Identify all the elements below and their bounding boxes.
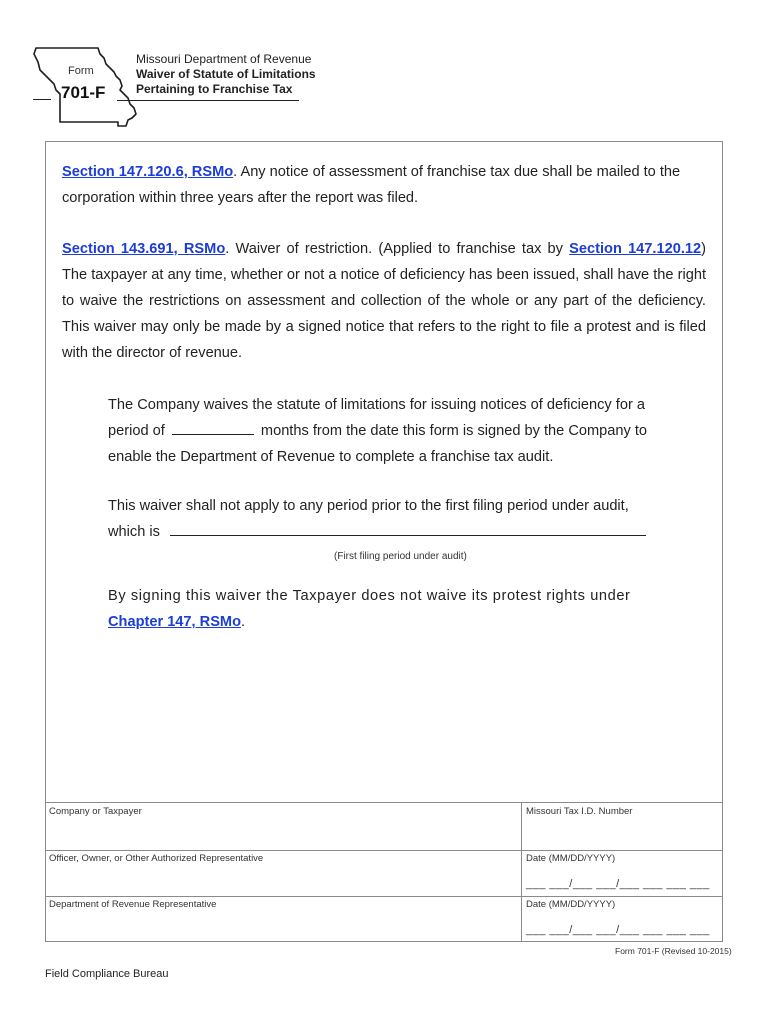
- months-field[interactable]: [172, 420, 254, 435]
- form-label: Form: [68, 65, 94, 77]
- paragraph-text: ) The taxpayer at any time, whether or not a notice of deficiency has been issued, shall have the right to waive the restrictions on assessment and collection of the whole or any part of the deficiency. This waiver may only be made by a signed notice that refers to the right to file a protest and is filed with the director of revenue.: [62, 241, 706, 361]
- paragraph-text: . Waiver of restriction. (Applied to franchise tax by: [225, 241, 570, 257]
- link-section-143-691[interactable]: Section 143.691, RSMo: [62, 241, 226, 257]
- first-filing-period-caption: (First filing period under audit): [334, 551, 467, 562]
- paragraph-protest-rights: [108, 583, 660, 635]
- company-taxpayer-field[interactable]: [49, 806, 142, 817]
- paragraph-text: This waiver shall not apply to any period prior to the first filing period under audit,: [108, 498, 629, 514]
- paragraph-waiver-period: [108, 392, 660, 470]
- divider: [45, 802, 723, 803]
- revision-note: Form 701-F (Revised 10-2015): [615, 946, 732, 956]
- date-label: Date (MM/DD/YYYY): [526, 899, 616, 910]
- dor-representative-label: Department of Revenue Representative: [49, 899, 217, 910]
- dor-representative-field[interactable]: [49, 899, 216, 910]
- form-number: 701-F: [61, 83, 106, 102]
- paragraph-text: which is: [108, 524, 160, 540]
- paragraph-text: The Company waives the statute of limitations for issuing notices of deficiency for a period of: [108, 397, 645, 439]
- link-chapter-147[interactable]: Chapter 147, RSMo: [108, 614, 241, 630]
- link-section-147-120-12[interactable]: Section 147.120.12: [569, 241, 702, 257]
- divider: [45, 896, 723, 897]
- officer-signature-field[interactable]: [49, 853, 263, 864]
- paragraph-first-filing-period: [108, 493, 668, 545]
- divider: [45, 850, 723, 851]
- form-title-line2: Pertaining to Franchise Tax: [136, 82, 293, 96]
- paragraph-text: months from the date this form is signed by the Company to enable the Department of Revenue to complete a franchise tax audit.: [108, 423, 648, 465]
- divider: [33, 99, 51, 100]
- form-title-line1: Waiver of Statute of Limitations: [136, 67, 316, 81]
- department-name: Missouri Department of Revenue: [136, 52, 312, 66]
- link-section-147-120-6[interactable]: Section 147.120.6, RSMo: [62, 164, 234, 180]
- paragraph-text: . Any notice of assessment of franchise tax due shall be mailed to the corporation within three years after the report was filed.: [62, 164, 681, 206]
- date-label: Date (MM/DD/YYYY): [526, 853, 616, 864]
- tax-id-label: Missouri Tax I.D. Number: [526, 806, 633, 817]
- divider: [521, 802, 522, 942]
- dor-date-field[interactable]: ___ ___/___ ___/___ ___ ___ ___: [526, 924, 710, 936]
- paragraph-section-143-691: [62, 236, 706, 366]
- company-taxpayer-label: Company or Taxpayer: [49, 806, 142, 817]
- first-filing-period-field[interactable]: [170, 521, 646, 536]
- officer-label: Officer, Owner, or Other Authorized Representative: [49, 853, 264, 864]
- paragraph-section-147-120-6: [62, 159, 706, 211]
- officer-date-field[interactable]: ___ ___/___ ___/___ ___ ___ ___: [526, 878, 710, 890]
- bureau-name: Field Compliance Bureau: [45, 968, 169, 980]
- title-underline: [117, 100, 299, 101]
- paragraph-text: By signing this waiver the Taxpayer does not waive its protest rights under: [108, 588, 631, 604]
- paragraph-text: .: [241, 614, 246, 630]
- tax-id-field[interactable]: [526, 806, 632, 817]
